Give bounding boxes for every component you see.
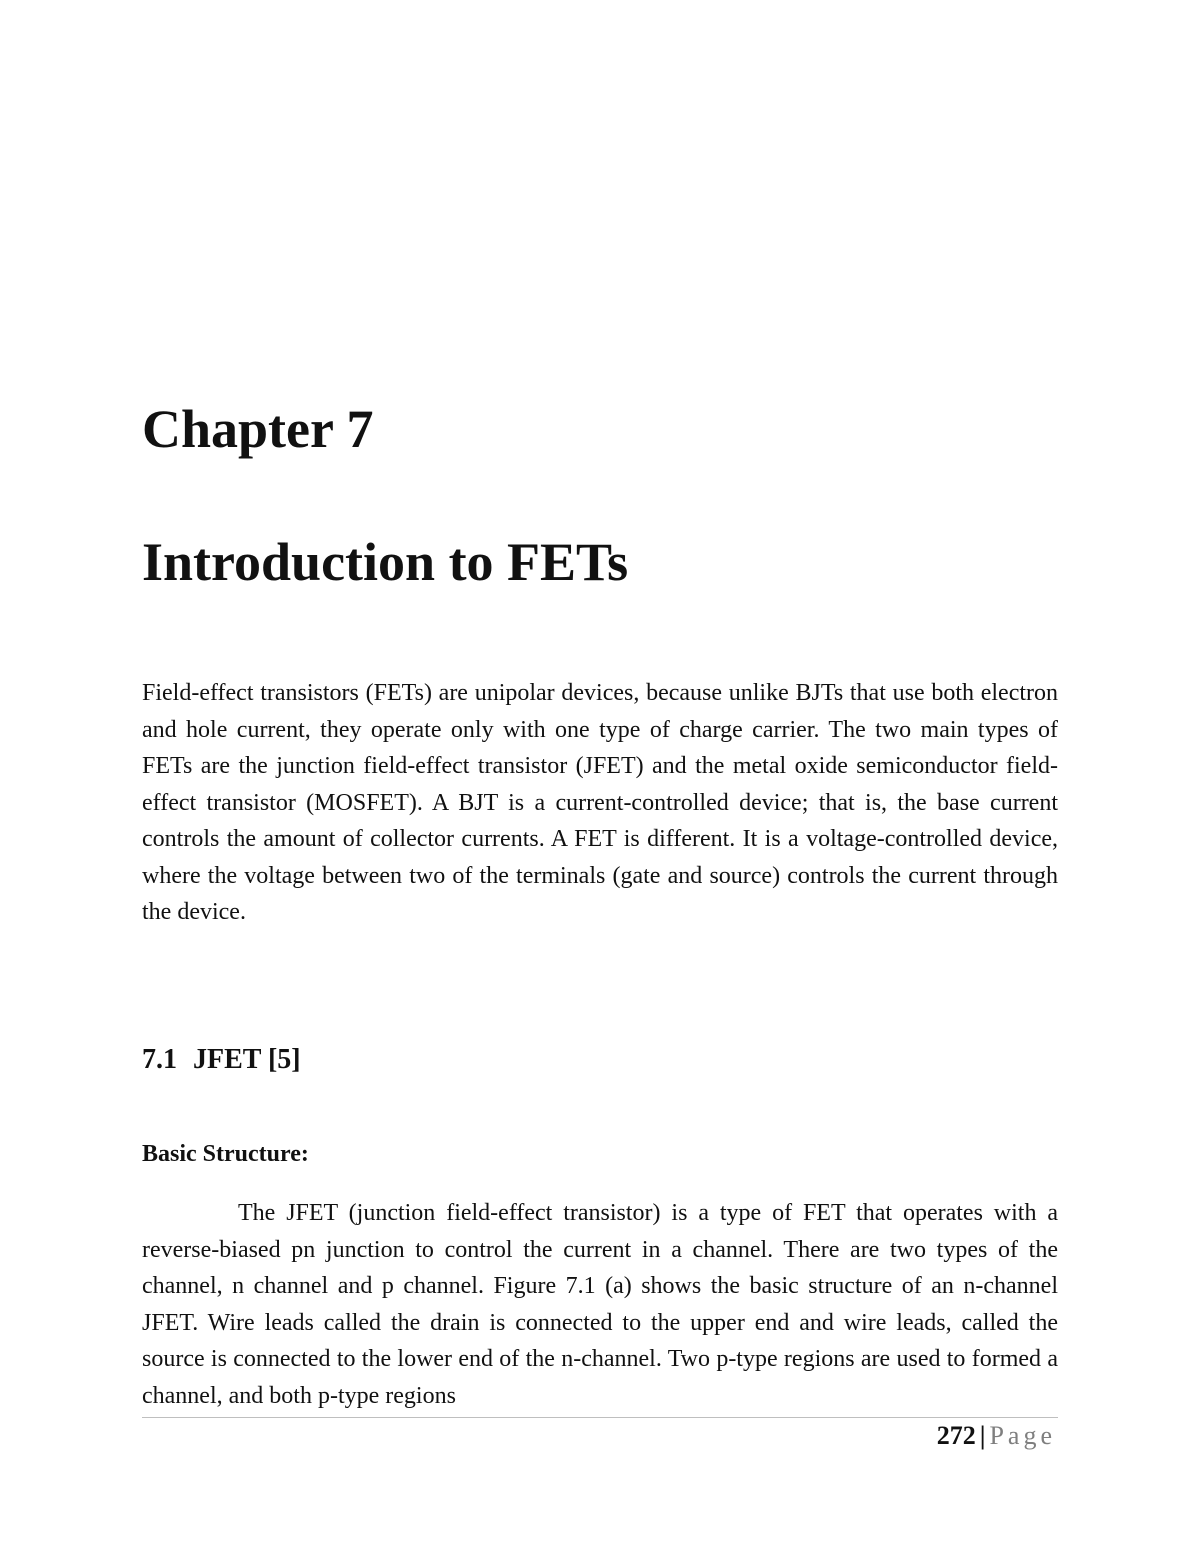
body-paragraph: The JFET (junction field-effect transistor) is a type of FET that operates with a reverse-biased pn junction to control the current in a channel. There are two types of the channel, n channel and p channel. Figure 7.1 (a) shows the basic structure of an n-channel JFET. Wire leads called the drain is connected to the upper end and wire leads, called the source is connected to the lower end of the n-channel. Two p-type regions are used to formed a channel, and both p-type regions: [142, 1200, 1058, 1409]
chapter-title: Introduction to FETs: [142, 532, 629, 592]
footer-separator: |: [979, 1421, 986, 1450]
intro-paragraph: Field-effect transistors (FETs) are unipolar devices, because unlike BJTs that use both electron and hole current, they operate only with one type of charge carrier. The two main types of FETs are the junction field-effect transistor (JFET) and the metal oxide semiconductor field-effect transistor (MOSFET). A BJT is a current-controlled device; that is, the base current controls the amount of collector currents. A FET is different. It is a voltage-controlled device, where the voltage between two of the terminals (gate and source) controls the current through the device.: [142, 680, 1058, 925]
page-footer: [937, 1418, 1056, 1454]
section-title: JFET [5]: [193, 1044, 301, 1075]
footer-divider: [142, 1417, 1058, 1418]
section-heading: [142, 1043, 301, 1077]
subsection-heading: Basic Structure:: [142, 1141, 309, 1167]
chapter-number: Chapter 7: [142, 399, 374, 459]
page-word: Page: [989, 1421, 1056, 1450]
page-number: 272: [936, 1421, 976, 1450]
section-number: 7.1: [142, 1044, 177, 1075]
